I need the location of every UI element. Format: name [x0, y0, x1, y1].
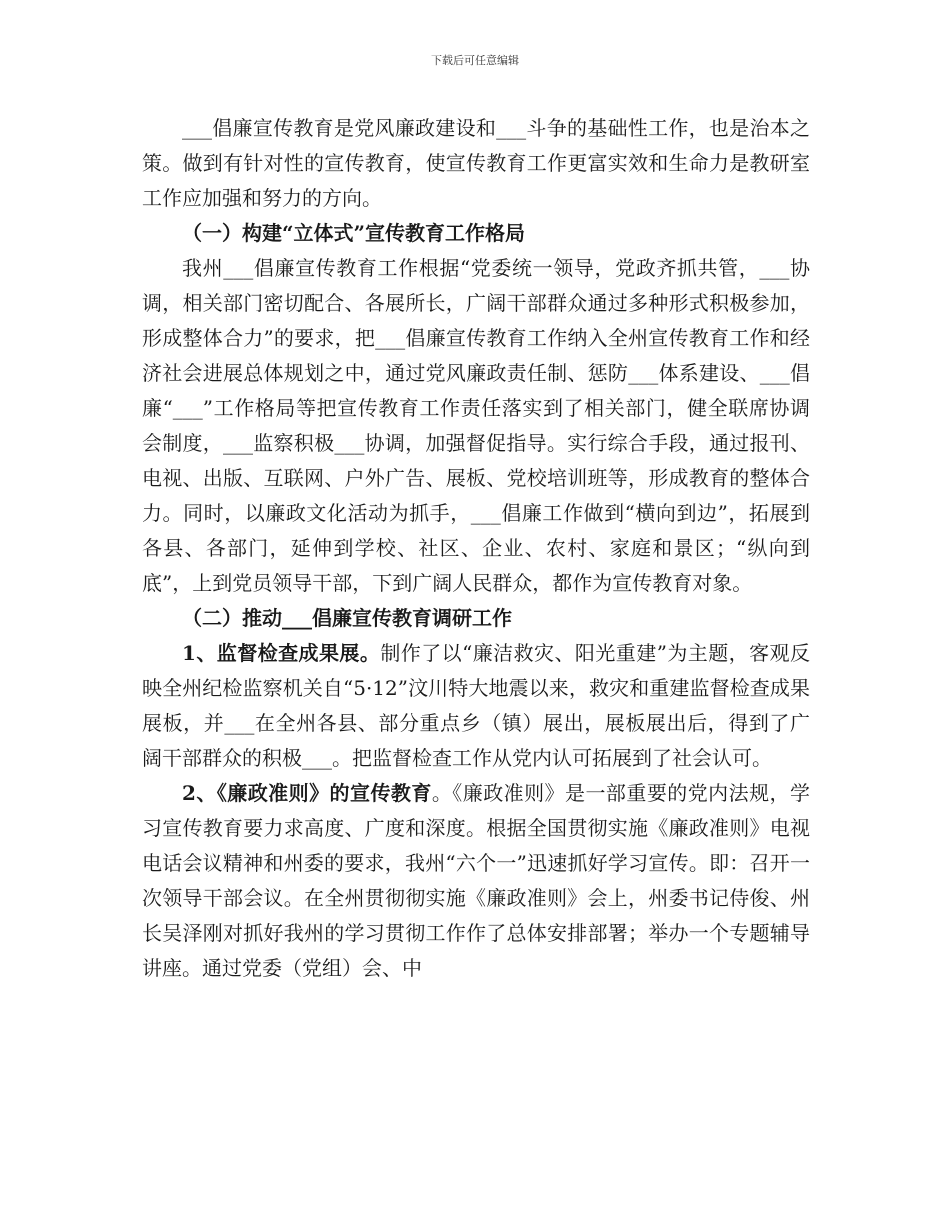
paragraph-section-1: 我州___倡廉宣传教育工作根据“党委统一领导，党政齐抓共管，___协调，相关部门密切配合、各展所长，广阔干部群众通过多种形式积极参加，形成整体合力”的要求，把___倡廉宣传教育工作纳入全州宣传教育工作和经济社会进展总体规划之中，通过党风廉政责任制、惩防___体系建设、___倡廉“___”工作格局等把宣传教育工作责任落实到了相关部门，健全联席协调会制度，___监察积极___协调，加强督促指导。实行综合手段，通过报刊、电视、出版、互联网、户外广告、展板、党校培训班等，形成教育的整体合力。同时，以廉政文化活动为抓手，___倡廉工作做到“横向到边”，拓展到各县、各部门，延伸到学校、社区、企业、农村、家庭和景区；“纵向到底”，上到党员领导干部，下到广阔人民群众，都作为宣传教育对象。 — [142, 256, 810, 595]
paragraph-intro: ___倡廉宣传教育是党风廉政建设和___斗争的基础性工作，也是治本之策。做到有针对性的宣传教育，使宣传教育工作更富实效和生命力是教研室工作应加强和努力的方向。 — [142, 116, 810, 210]
paragraph-item-2 — [142, 776, 810, 986]
item-1-text: 制作了以“廉洁救灾、阳光重建”为主题，客观反映全州纪检监察机关自“5·12”汶川特大地震以来，救灾和重建监督检查成果展板，并___在全州各县、部分重点乡（镇）展出，展板展出后，得到了广阔干部群众的积极___。把监督检查工作从党内认可拓展到了社会认可。 — [142, 641, 810, 770]
document-body — [142, 111, 810, 986]
section-heading-2: （二）推动___倡廉宣传教育调研工作 — [182, 606, 512, 630]
page-header: 下载后可任意编辑 — [431, 54, 519, 67]
item-2-text: 。《廉政准则》是一部重要的党内法规，学习宣传教育要力求高度、广度和深度。根据全国贯彻实施《廉政准则》电视电话会议精神和州委的要求，我州“六个一”迅速抓好学习宣传。即：召开一次领导干部会议。在全州贯彻彻实施《廉政准则》会上，州委书记侍俊、州长吴泽刚对抓好我州的学习贯彻工作作了总体安排部署；举办一个专题辅导讲座。通过党委（党组）会、中 — [142, 781, 811, 980]
item-1-lead: 1、监督检查成果展。 — [182, 641, 381, 665]
section-heading-1: （一）构建“立体式”宣传教育工作格局 — [182, 221, 526, 245]
paragraph-item-1 — [142, 636, 810, 776]
item-2-lead: 2、《廉政准则》的宣传教育 — [182, 781, 432, 805]
